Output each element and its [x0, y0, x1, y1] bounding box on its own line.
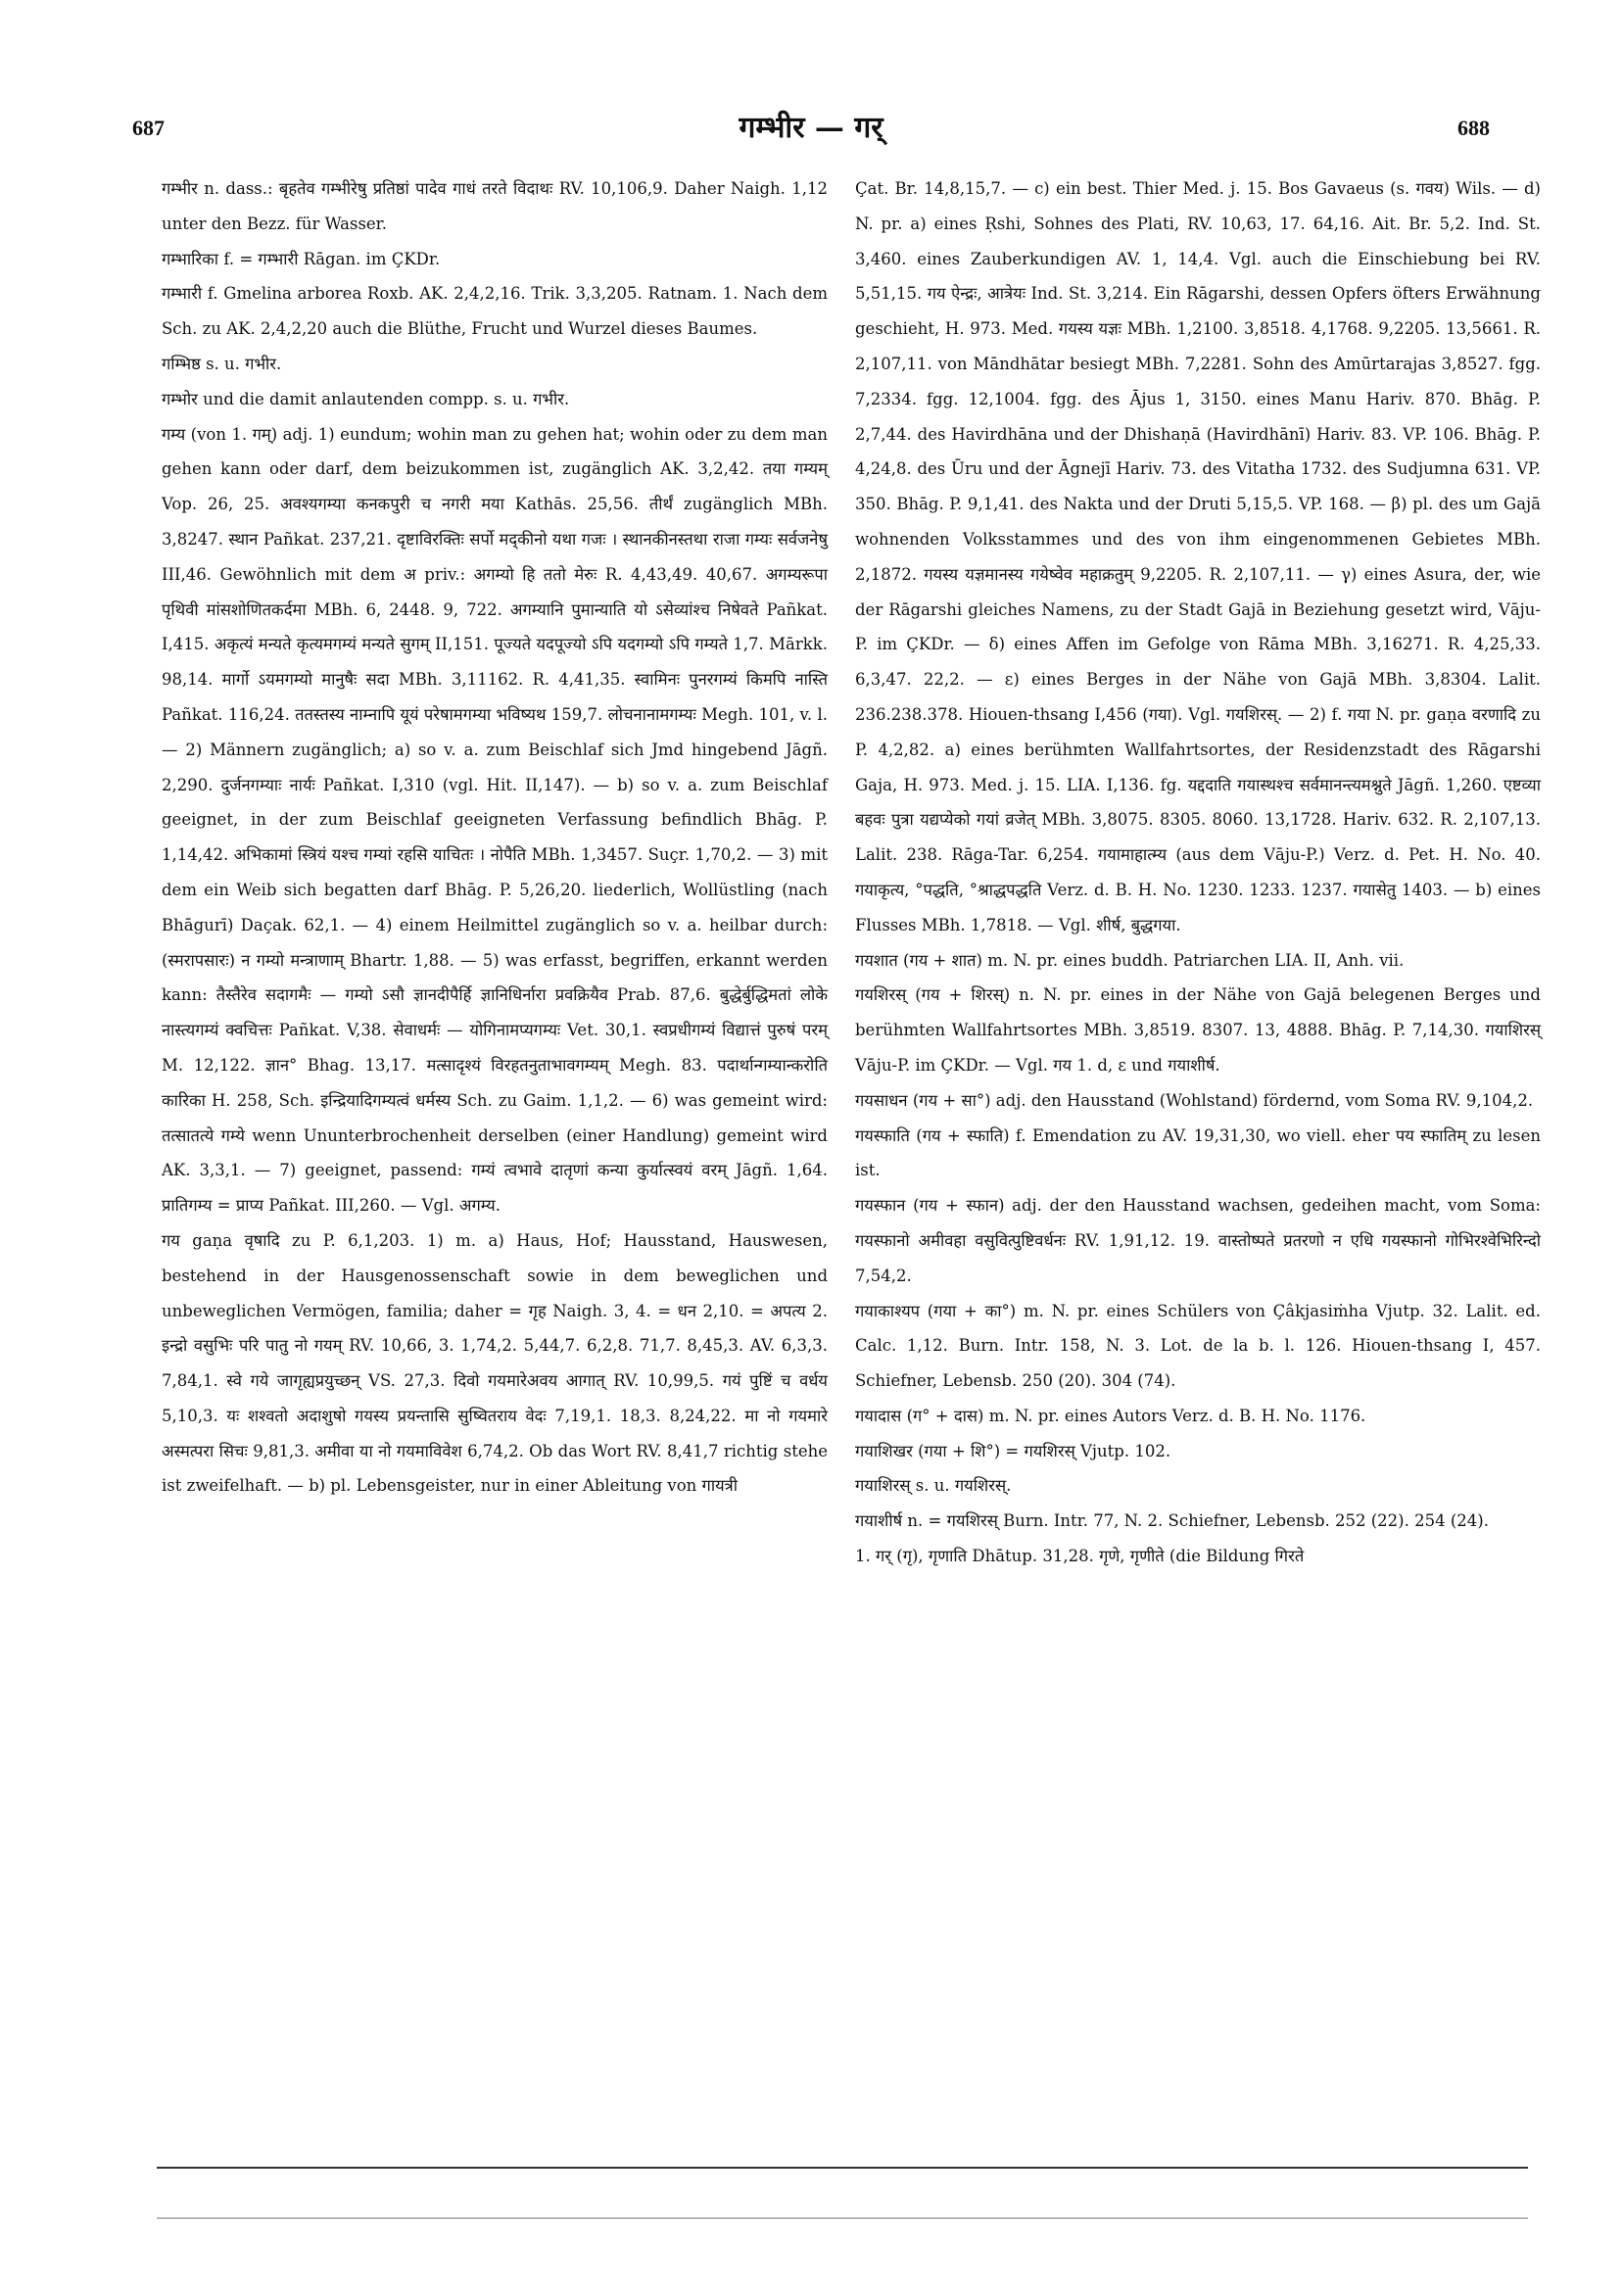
footer-rule-thin [157, 2218, 1528, 2219]
entry-gayakashyapa: गयाकाश्यप (गया + का°) m. N. pr. eines Schülers von Çâkjasiṁha Vjutp. 32. Lalit. ed. Calc. 1,12. Burn. Intr. 158, N. 3. Lot. de la b. l. 126. Hiouen-thsang I, 457. Schiefner, Lebensb. 250 (20). 304 (74). [855, 1301, 1541, 1391]
entry-gambhari: गम्भारी f. Gmelina arborea Roxb. AK. 2,4,2,16. Trik. 3,3,205. Ratnam. 1. Nach dem Sch. zu AK. 2,4,2,20 auch die Blüthe, Frucht und Wurzel dieses Baumes. [162, 284, 828, 339]
entry-gayasphana: गयस्फान (गय + स्फान) adj. der den Hausstand wachsen, gedeihen macht, vom Soma: गयस्फानो अमीवहा वसुवित्पुष्टिवर्धनः RV. 1,91,12. 19. वास्तोष्पते प्रतरणो न एधि गयस्फानो गोभिरश्वेभिरिन्दो 7,54,2. [855, 1196, 1541, 1285]
footer-rule [157, 2167, 1528, 2169]
entry-gaya: गय gaṇa वृषादि zu P. 6,1,203. 1) m. a) Haus, Hof; Hausstand, Hauswesen, bestehend in der Hausgenossenschaft sowie in dem beweglichen und unbeweglichen Vermögen, familia; daher = गृह Naigh. 3, 4. = धन 2,10. = अपत्य 2. इन्द्रो वसुभिः परि पातु नो गयम् RV. 10,66, 3. 1,74,2. 5,44,7. 6,2,8. 71,7. 8,45,3. AV. 6,3,3. 7,84,1. स्वे गये जागृह्यप्रयुच्छन् VS. 27,3. दिवो गयमारेअवय आगात् RV. 10,99,5. गयं पुष्टिं च वर्धय 5,10,3. यः शश्वतो अदाशुषो गयस्य प्रयन्तासि सुष्वितराय वेदः 7,19,1. 18,3. 8,24,22. मा नो गयमारे अस्मत्परा सिचः 9,81,3. अमीवा या नो गयमाविवेश 6,74,2. Ob das Wort RV. 8,41,7 richtig stehe ist zweifelhaft. — b) pl. Lebensgeister, nur in einer Ableitung von गायत्री [162, 1230, 828, 1496]
entry-gayashiras-ref: गयाशिरस् s. u. गयशिरस्. [855, 1476, 1012, 1496]
entry-gayashirsha: गयाशीर्ष n. = गयशिरस् Burn. Intr. 77, N. 2. Schiefner, Lebensb. 252 (22). 254 (24). [855, 1511, 1489, 1531]
page-number-left: 687 [132, 116, 165, 140]
entry-gar: 1. गर् (गृ), गृणाति Dhātup. 31,28. गृणे, गृणीते (die Bildung गिरते [855, 1547, 1305, 1566]
entry-gayashiras: गयशिरस् (गय + शिरस्) n. N. pr. eines in der Nähe von Gajā belegenen Berges und berühmten Wallfahrtsortes MBh. 3,8519. 8307. 13, 4888. Bhāg. P. 7,14,30. गयाशिरस् Vāju-P. im ÇKDr. — Vgl. गय 1. d, ε und गयाशीर्ष. [855, 985, 1541, 1075]
running-headwords: गम्भीर — गर् [739, 111, 883, 145]
entry-gamya: गम्य (von 1. गम्) adj. 1) eundum; wohin man zu gehen hat; wohin oder zu dem man gehen kann oder darf, dem beizukommen ist, zugänglich AK. 3,2,42. तया गम्यम् Vop. 26, 25. अवश्यगम्या कनकपुरी च नगरी मया Kathās. 25,56. तीर्थं zugänglich MBh. 3,8247. स्थान Pañkat. 237,21. दृष्टाविरक्तिः सर्पो मद्कीनो यथा गजः । स्थानकीनस्तथा राजा गम्यः सर्वजनेषु III,46. Gewöhnlich mit dem अ priv.: अगम्यो हि ततो मेरुः R. 4,43,49. 40,67. अगम्यरूपा पृथिवी मांसशोणितकर्दमा MBh. 6, 2448. 9, 722. अगम्यानि पुमान्याति यो ऽसेव्यांश्च निषेवते Pañkat. I,415. अकृत्यं मन्यते कृत्यमगम्यं मन्यते सुगम् II,151. पूज्यते यदपूज्यो ऽपि यदगम्यो ऽपि गम्यते 1,7. Mārkk. 98,14. मार्गो ऽयमगम्यो मानुषैः सदा MBh. 3,11162. R. 4,41,35. स्वामिनः पुनरगम्यं किमपि नास्ति Pañkat. 116,24. ततस्तस्य नाम्नापि यूयं परेषामगम्या भविष्यथ 159,7. लोचनानामगम्यः Megh. 101, v. l. — 2) Männern zugänglich; a) so v. a. zum Beischlaf sich Jmd hingebend Jāgñ. 2,290. दुर्जनगम्याः नार्यः Pañkat. I,310 (vgl. Hit. II,147). — b) so v. a. zum Beischlaf geeignet, in der zum Beischlaf geeigneten Verfassung befindlich Bhāg. P. 1,14,42. अभिकामां स्त्रियं यश्च गम्यां रहसि याचितः । नोपैति MBh. 1,3457. Suçr. 1,70,2. — 3) mit dem ein Weib sich begatten darf Bhāg. P. 5,26,20. liederlich, Wollüstling (nach Bhāgurī) Daçak. 62,1. — 4) einem Heilmittel zugänglich so v. a. heilbar durch: (स्मरापसारः) न गम्यो मन्त्राणाम् Bhartr. 1,88. — 5) was erfasst, begriffen, erkannt werden kann: तैस्तैरेव सदागमैः — गम्यो ऽसौ ज्ञानदीपैर्हि ज्ञानिधिर्नारा प्रवक्रियैव Prab. 87,6. बुद्धेर्बुद्धिमतां लोके नास्त्यगम्यं क्वचित्तः Pañkat. V,38. सेवाधर्मः — योगिनामप्यगम्यः Vet. 30,1. स्वप्रधीगम्यं विद्यात्तं पुरुषं परम् M. 12,122. ज्ञान° Bhag. 13,17. मत्सादृश्यं विरहतनुताभावगम्यम् Megh. 83. पदार्थान्गम्यान्करोति कारिका H. 258, Sch. इन्द्रियादिगम्यत्वं धर्मस्य Sch. zu Gaim. 1,1,2. — 6) was gemeint wird: तत्सातत्ये गम्ये wenn Ununterbrochenheit derselben (einer Handlung) gemeint wird AK. 3,3,1. — 7) geeignet, passend: गम्यं त्वभावे दातृणां कन्या कुर्यात्स्वयं वरम् Jāgñ. 1,64. प्रातिगम्य = प्राप्य Pañkat. III,260. — Vgl. अगम्य. [162, 424, 828, 1216]
right-column [855, 171, 1541, 1574]
entry-gambhora: गम्भोर und die damit anlautenden compp. s. u. गभीर. [162, 389, 570, 408]
entry-gayadasa: गयादास (ग° + दास) m. N. pr. eines Autors Verz. d. B. H. No. 1176. [855, 1406, 1366, 1425]
entry-gambharika: गम्भारिका f. = गम्भारी Rāgan. im ÇKDr. [162, 249, 441, 268]
entry-gayasadhana: गयसाधन (गय + सा°) adj. den Hausstand (Wohlstand) fördernd, vom Soma RV. 9,104,2. [855, 1090, 1534, 1110]
entry-gambhira-n: गम्भीर n. dass.: बृहतेव गम्भीरेषु प्रतिष्ठां पादेव गाधं तरते विदाथः RV. 10,106,9. Daher Naigh. 1,12 unter den Bezz. für Wasser. [162, 179, 828, 233]
page-number-right: 688 [1457, 116, 1490, 140]
entry-gayasphati: गयस्फाति (गय + स्फाति) f. Emendation zu AV. 19,31,30, wo viell. eher पय स्फातिम् zu lesen ist. [855, 1125, 1541, 1180]
entry-gayashikhara: गयाशिखर (गया + शि°) = गयशिरस् Vjutp. 102. [855, 1441, 1171, 1460]
left-column [162, 171, 828, 1504]
entry-gayashata: गयशात (गय + शात) m. N. pr. eines buddh. Patriarchen LIA. II, Anh. vii. [855, 950, 1405, 970]
entry-gambhishtha: गम्भिष्ठ s. u. गभीर. [162, 354, 282, 373]
entry-gaya-continued: Çat. Br. 14,8,15,7. — c) ein best. Thier Med. j. 15. Bos Gavaeus (s. गवय) Wils. — d) N. pr. a) eines Ṛshi, Sohnes des Plati, RV. 10,63, 17. 64,16. Ait. Br. 5,2. Ind. St. 3,460. eines Zauberkundigen AV. 1, 14,4. Vgl. auch die Einschiebung bei RV. 5,51,15. गय ऐन्द्रः, आत्रेयः Ind. St. 3,214. Ein Rāgarshi, dessen Opfers öfters Erwähnung geschieht, H. 973. Med. गयस्य यज्ञः MBh. 1,2100. 3,8518. 4,1768. 9,2205. 13,5661. R. 2,107,11. von Māndhātar besiegt MBh. 7,2281. Sohn des Amūrtarajas 3,8527. fgg. 7,2334. fgg. 12,1004. fgg. des Ājus 1, 3150. eines Manu Hariv. 870. Bhāg. P. 2,7,44. des Havirdhāna und der Dhishaṇā (Havirdhānī) Hariv. 83. VP. 106. Bhāg. P. 4,24,8. des Ūru und der Āgnejī Hariv. 73. des Vitatha 1732. des Sudjumna 631. VP. 350. Bhāg. P. 9,1,41. des Nakta und der Druti 5,15,5. VP. 168. — β) pl. des um Gajā wohnenden Volksstammes und des von ihm eingenommenen Gebietes MBh. 2,1872. गयस्य यज्ञमानस्य गयेष्वेव महाक्रतुम् 9,2205. R. 2,107,11. — γ) eines Asura, der, wie der Rāgarshi gleiches Namens, zu der Stadt Gajā in Beziehung gesetzt wird, Vāju-P. im ÇKDr. — δ) eines Affen im Gefolge von Rāma MBh. 3,16271. R. 4,25,33. 6,3,47. 22,2. — ε) eines Berges in der Nähe von Gajā MBh. 3,8304. Lalit. 236.238.378. Hiouen-thsang I,456 (गया). Vgl. गयशिरस्. — 2) f. गया N. pr. gaṇa वरणादि zu P. 4,2,82. a) eines berühmten Wallfahrtsortes, der Residenzstadt des Rāgarshi Gaja, H. 973. Med. j. 15. LIA. I,136. fg. यद्ददाति गयास्थश्च सर्वमानन्त्यमश्नुते Jāgñ. 1,260. एष्टव्या बहवः पुत्रा यद्यप्येको गयां व्रजेत् MBh. 3,8075. 8305. 8060. 13,1728. Hariv. 632. R. 2,107,13. Lalit. 238. Rāga-Tar. 6,254. गयामाहात्म्य (aus dem Vāju-P.) Verz. d. Pet. H. No. 40. गयाकृत्य, °पद्धति, °श्राद्धपद्धति Verz. d. B. H. No. 1230. 1233. 1237. गयासेतु 1403. — b) eines Flusses MBh. 1,7818. — Vgl. शीर्ष, बुद्धगया. [855, 179, 1541, 934]
